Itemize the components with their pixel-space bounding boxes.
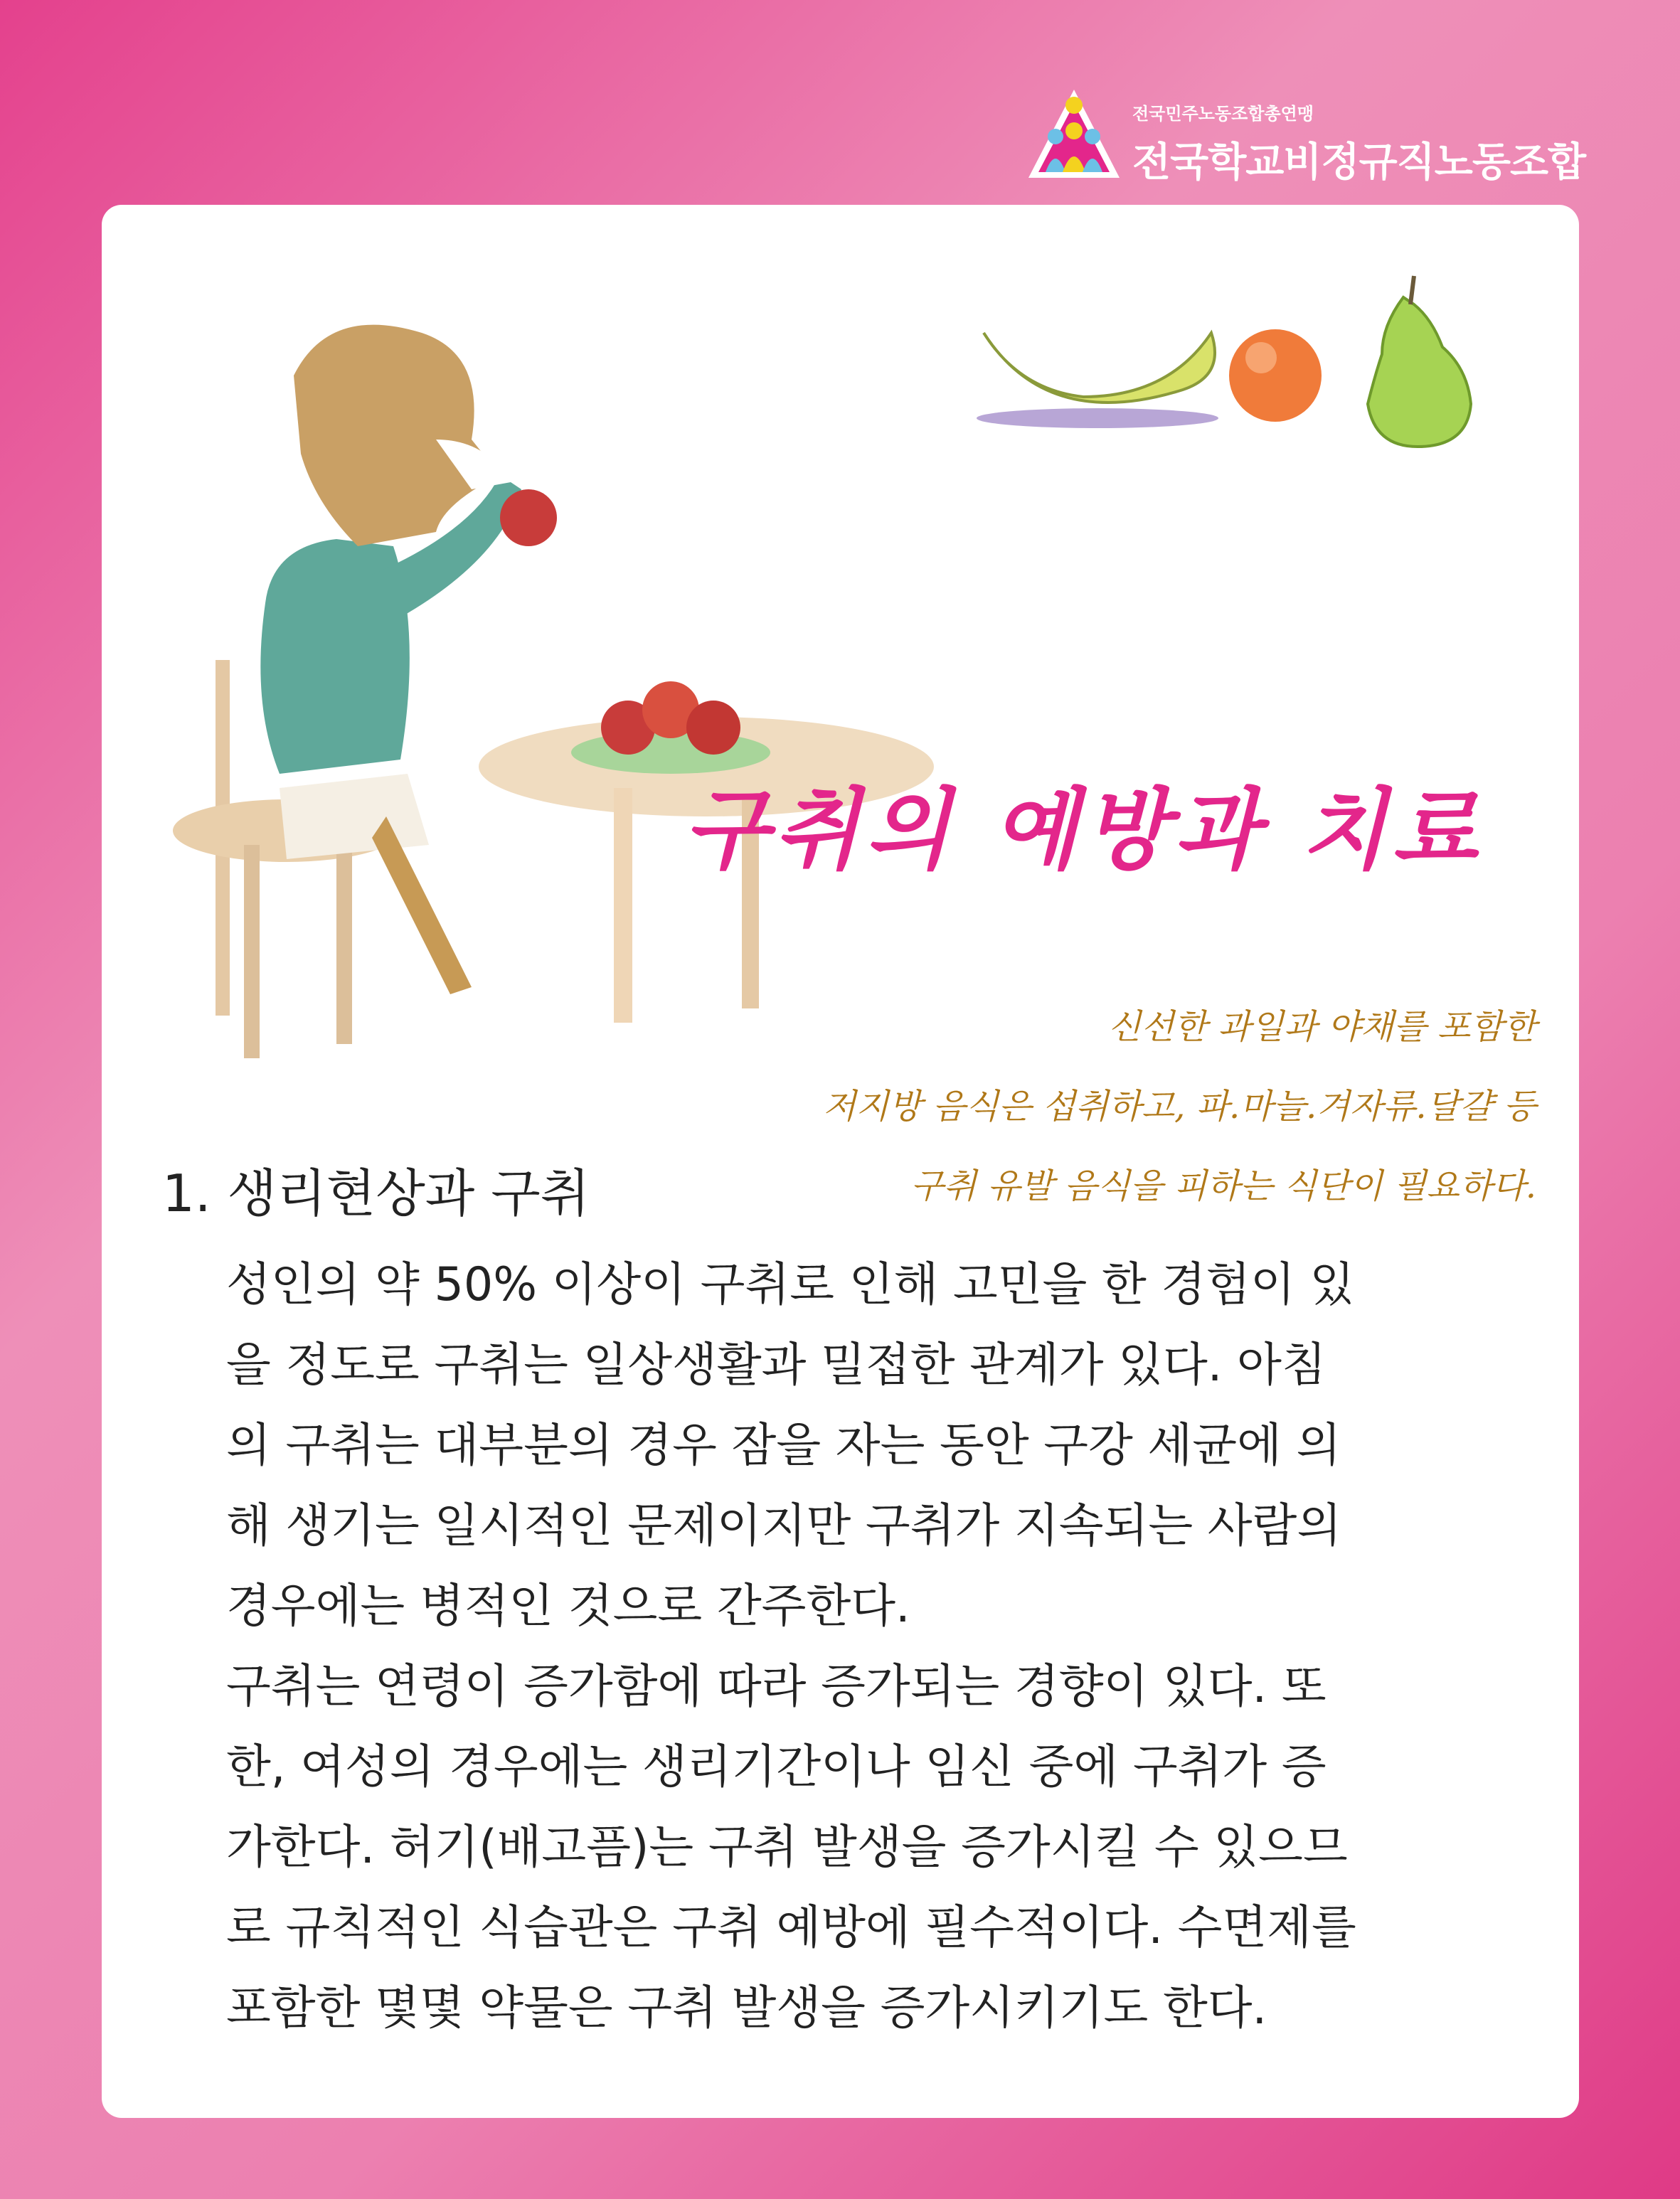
body-line: 성인의 약 50% 이상이 구취로 인해 고민을 한 경험이 있 bbox=[226, 1258, 1355, 1311]
body-line: 해 생기는 일시적인 문제이지만 구취가 지속되는 사람의 bbox=[226, 1499, 1342, 1553]
body-line: 의 구취는 대부분의 경우 잠을 자는 동안 구강 세균에 의 bbox=[226, 1419, 1341, 1472]
body-line: 가한다. 허기(배고픔)는 구취 발생을 증가시킬 수 있으므 bbox=[226, 1821, 1348, 1874]
body-line: 로 규칙적인 식습관은 구취 예방에 필수적이다. 수면제를 bbox=[226, 1901, 1356, 1954]
org-name: 전국학교비정규직노동조합 bbox=[1132, 139, 1586, 186]
body-line: 한, 여성의 경우에는 생리기간이나 임신 중에 구취가 증 bbox=[226, 1740, 1327, 1794]
org-affiliation: 전국민주노동조합총연맹 bbox=[1132, 104, 1314, 124]
page-title: 구취의 예방과 치료 bbox=[683, 779, 1484, 882]
subtitle-line: 구취 유발 음식을 피하는 식단이 필요하다. bbox=[910, 1166, 1536, 1206]
subtitle-line: 신선한 과일과 야채를 포함한 bbox=[1107, 1007, 1536, 1047]
body-line: 경우에는 병적인 것으로 간주한다. bbox=[226, 1580, 910, 1633]
subtitle-line: 저지방 음식은 섭취하고, 파.마늘.겨자류.달걀 등 bbox=[822, 1087, 1536, 1127]
body-line: 구취는 연령이 증가함에 따라 증가되는 경향이 있다. 또 bbox=[226, 1660, 1327, 1713]
section-body bbox=[226, 1245, 1478, 2048]
man-eating-apple-illustration bbox=[102, 205, 1579, 1058]
body-line: 을 정도로 구취는 일상생활과 밀접한 관계가 있다. 아침 bbox=[226, 1338, 1327, 1392]
union-logo-icon bbox=[1024, 84, 1124, 183]
section-heading: 1. 생리현상과 구취 bbox=[162, 1164, 590, 1223]
body-line: 포함한 몇몇 약물은 구취 발생을 증가시키기도 한다. bbox=[226, 1981, 1267, 2035]
union-logo bbox=[1024, 84, 1586, 191]
subtitle bbox=[469, 987, 1536, 1226]
